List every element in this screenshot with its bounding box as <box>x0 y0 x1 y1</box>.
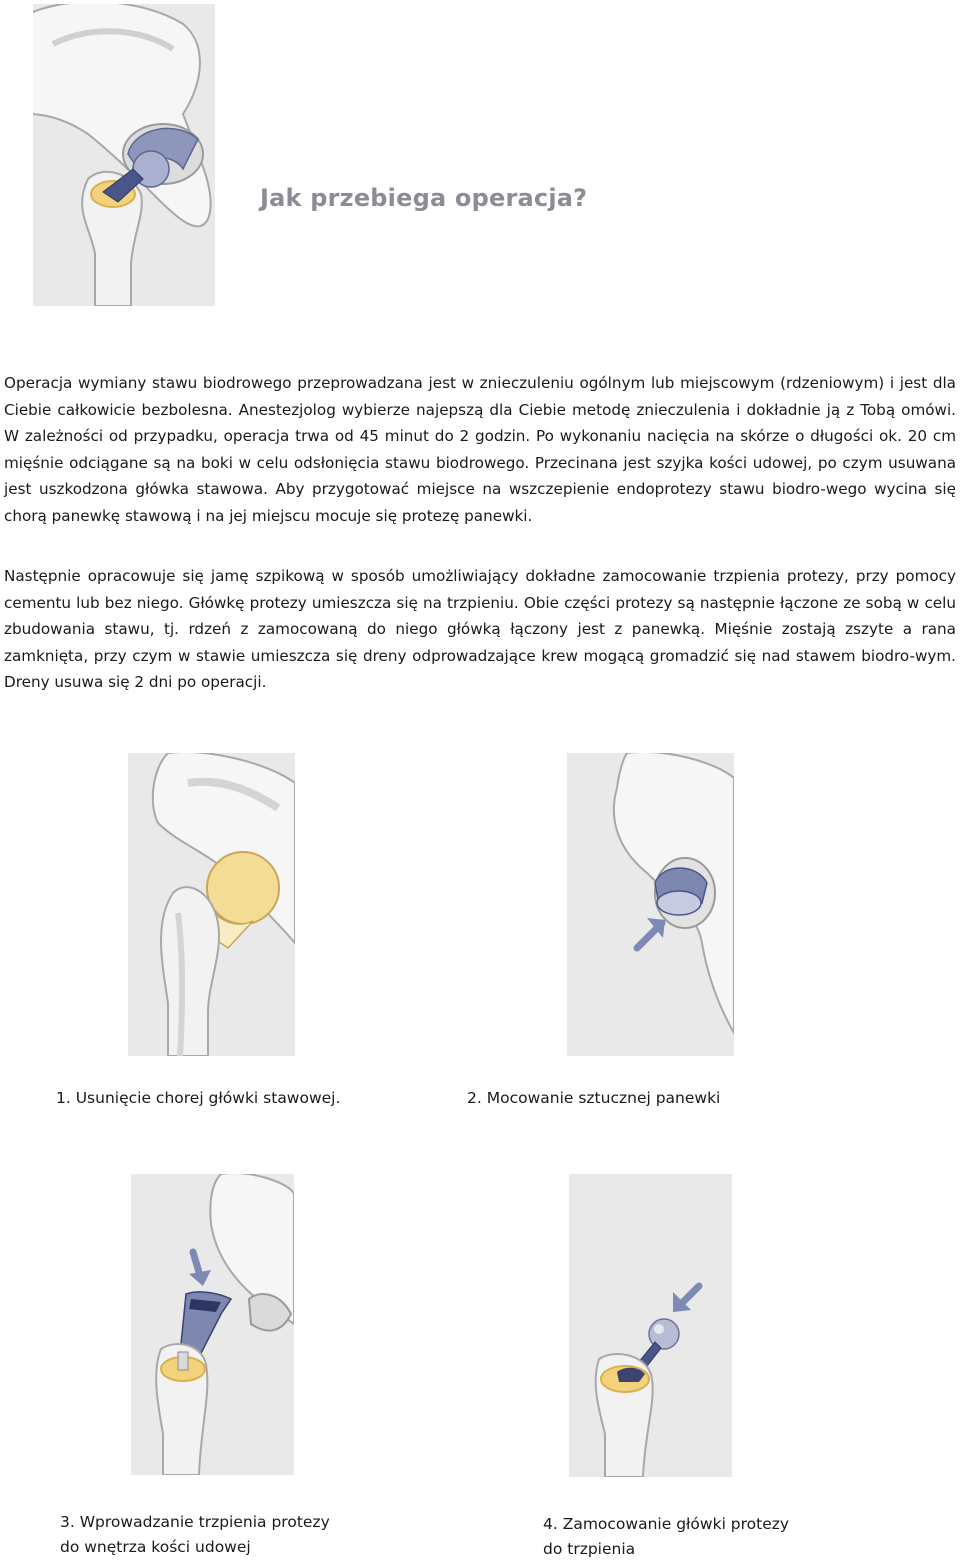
figure-1-caption <box>56 1086 340 1111</box>
caption-line: 3. Wprowadzanie trzpienia protezy <box>60 1513 330 1531</box>
figure-4-caption <box>543 1512 789 1561</box>
figure-1-illustration <box>128 753 295 1056</box>
header-prosthesis-illustration <box>33 4 215 306</box>
figure-4-illustration <box>569 1174 732 1477</box>
caption-line: 4. Zamocowanie główki protezy <box>543 1515 790 1533</box>
intro-paragraph: Operacja wymiany stawu biodrowego przeprowadzana jest w znieczuleniu ogólnym lub miejscowym (rdzeniowym) i jest dla Ciebie całkowicie bezbolesna. Anestezjolog wybierze najepszą dla Ciebie metodę znieczulenia i dokładnie ją z Tobą omówi. W zależności od przypadku, operacja trwa od 45 minut do 2 godzin. Po wykonaniu nacięcia na skórze o długości ok. 20 cm mięśnie odciągane są na boki w celu odsłonięcia stawu biodrowego. Przecinana jest szyjka kości udowej, po czym usuwana jest uszkodzona główka stawowa. Aby przygotować miejsce na wszczepienie endoprotezy stawu biodro-wego wycina się chorą panewkę stawową i na jej miejscu mocuje się protezę panewki. <box>4 374 956 525</box>
procedure-paragraph: Następnie opracowuje się jamę szpikową w sposób umożliwiający dokładne zamocowanie trzpienia protezy, przy pomocy cementu lub bez niego. Główkę protezy umieszcza się na trzpieniu. Obie części protezy są następnie łączone ze sobą w celu zbudowania stawu, tj. rdzeń z zamocowaną do niego główką łączony jest z panewką. Mięśnie zostają zszyte a rana zamknięta, przy czym w stawie umieszcza się dreny odprowadzające krew mogącą gromadzić się nad stawem biodro-wym. Dreny usuwa się 2 dni po operacji. <box>4 567 956 691</box>
figure-2-illustration <box>567 753 734 1056</box>
figure-3-illustration <box>131 1174 294 1475</box>
caption-line: do trzpienia <box>543 1539 636 1558</box>
figure-2-caption <box>467 1086 720 1111</box>
figure-3-caption <box>60 1510 330 1559</box>
caption-line: do wnętrza kości udowej <box>60 1537 251 1556</box>
page-title: Jak przebiega operacja? <box>260 184 588 213</box>
caption-line: 2. Mocowanie sztucznej panewki <box>467 1089 721 1107</box>
caption-line: 1. Usunięcie chorej główki stawowej. <box>56 1089 341 1107</box>
